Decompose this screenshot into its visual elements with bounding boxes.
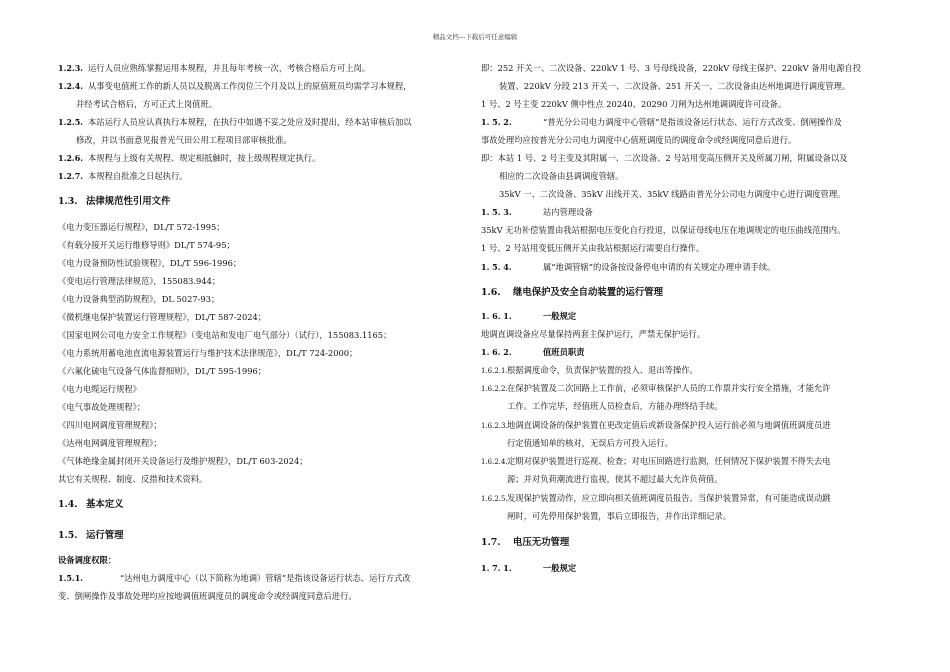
section-title: 运行管理: [86, 530, 124, 541]
clause-text: “普光分公司电力调度中心管辖”是指该设备运行状态、运行方式改变、倒闸操作及: [543, 117, 842, 127]
clause-text: 行定值通知单的核对，无误后方可投入运行。: [507, 438, 673, 448]
clause-text: 本站运行人员应认真执行本规程，在执行中如遇不妥之处应及时提出，经本站审核后加以: [88, 117, 412, 127]
clause-text: 发现保护装置动作，应立即向相关值班调度员报告。当保护装置异常，有可能造成误动跳: [507, 493, 831, 503]
paragraph: 1 号、2 号主变 220kV 侧中性点 20240、20290 刀闸为达州地调调度许可设备。: [481, 99, 787, 109]
section-heading-1-6: [481, 287, 663, 298]
paragraph: 相应的二次设备由县调调度管辖。: [499, 171, 624, 181]
clause-title: 站内管理设备: [543, 207, 593, 217]
clause-number: 1.6.2.3.: [481, 422, 508, 430]
clause-1-6-1: [481, 311, 576, 322]
clause-text: 修改，并以书面意见报普光气田公用工程项目部审核批准。: [76, 135, 292, 145]
clause-title: 值班员职责: [543, 347, 585, 357]
section-number: 1.7.: [481, 537, 501, 548]
clause-number: 1.6.2.5.: [481, 495, 508, 503]
clause-1-6-2-5-cont: [481, 511, 731, 522]
clause-1-5-2: [481, 117, 842, 128]
reference-item: 《电力系统用蓄电池直流电源装置运行与维护技术法律规范》，DL/T 724-2000；: [58, 348, 358, 358]
section-title: 继电保护及安全自动装置的运行管理: [513, 287, 664, 298]
reference-item: 《四川电网调度管理规程》；: [58, 420, 162, 430]
clause-1-6-2-5: [481, 493, 831, 505]
reference-item: 《六氟化硫电气设备气体监督细则》，DL/T 595-1996；: [58, 366, 267, 376]
clause-text: 在保护装置及二次回路上工作前，必须审核保护人员的工作票并实行安全措施，才能允许: [507, 383, 831, 393]
clause-1-7-1: [481, 563, 576, 574]
clause-number: 1.6.2.1.: [481, 367, 508, 375]
clause-text: 从事变电值班工作的新人员以及脱离工作岗位三个月及以上的原值班员均需学习本规程，: [88, 81, 412, 91]
clause-text: “达州电力调度中心（以下简称为地调）管辖”是指该设备运行状态、运行方式改: [120, 573, 411, 583]
reference-item: 其它有关规程、制度、反措和技术资料。: [58, 474, 208, 484]
clause-1-5-1-cont: [58, 591, 357, 602]
reference-item: 《电气事故处理规程》；: [58, 402, 146, 412]
clause-number: 1. 7. 1.: [481, 563, 512, 573]
reference-item: 《电力设备预防性试验规程》，DL/T 596-1996；: [58, 258, 242, 268]
clause-text: 事故处理均应按普光分公司电力调度中心值班调度员的调度命令或经调度同意后进行。: [481, 135, 797, 145]
clause-number: 1.5.1.: [58, 573, 84, 583]
clause-text: 闸时，可先停用保护装置，事后立即报告，并作出详细记录。: [507, 511, 732, 521]
section-number: 1.5.: [58, 530, 78, 541]
clause-1-6-2-2-cont: [481, 401, 723, 412]
clause-title: 一般规定: [543, 563, 577, 573]
clause-text: 运行人员应熟练掌握运用本规程，并且每年考核一次，考核合格后方可上岗。: [88, 63, 371, 73]
reference-item: 《电力电缆运行规程》: [58, 384, 141, 394]
reference-item: 《变电运行管理法律规范》，155083.944；: [58, 276, 221, 286]
clause-1-5-1: [58, 573, 411, 584]
clause-1-5-4: [481, 262, 776, 273]
reference-item: 《微机继电保护装置运行管理规程》，DL/T 587-2024；: [58, 312, 267, 322]
clause-text: 本规程与上级有关规程、规定相抵触时，按上级规程规定执行。: [88, 153, 321, 163]
clause-title: 一般规定: [543, 311, 577, 321]
clause-text: 并经考试合格后，方可正式上岗值班。: [76, 99, 218, 109]
clause-number: 1. 6. 2.: [481, 347, 512, 357]
section-number: 1.3.: [58, 196, 78, 207]
clause-1-6-2-4-cont: [481, 474, 723, 485]
clause-number: 1.2.5.: [58, 117, 84, 127]
clause-text: 变、倒闸操作及事故处理均应按地调值班调度员的调度命令或经调度同意后进行。: [58, 591, 357, 601]
section-heading-1-7: [481, 537, 569, 548]
section-title: 基本定义: [86, 499, 124, 510]
clause-1-6-2: [481, 347, 585, 358]
clause-text: 定期对保护装置进行巡视、检查；对电压回路进行监测，任何情况下保护装置不得失去电: [507, 456, 831, 466]
clause-1-6-2-3: [481, 420, 831, 432]
clause-text: 属“地调管辖”的设备按设备停电申请的有关规定办理申请手续。: [543, 262, 776, 272]
reference-item: 《有载分接开关运行维修导则》DL/T 574-95；: [58, 240, 235, 250]
clause-number: 1.2.4.: [58, 81, 84, 91]
reference-item: 《达州电网调度管理规程》；: [58, 438, 162, 448]
clause-1-6-2-1: [481, 365, 698, 377]
clause-number: 1.2.6.: [58, 153, 84, 163]
clause-number: 1.2.3.: [58, 63, 84, 73]
paragraph: 即：252 开关一、二次设备、220kV 1 号、3 号母线设备，220kV 母线主保护、220kV 备用电源自投: [481, 63, 861, 73]
clause-1-6-2-2: [481, 383, 831, 395]
clause-number: 1. 5. 2.: [481, 117, 512, 127]
clause-text: 工作。工作完毕，经值班人员检查后，方能办理终结手续。: [507, 401, 723, 411]
reference-item: 《国家电网公司电力安全工作规程》（变电站和发电厂电气部分）（试行），155083.1165；: [58, 330, 392, 340]
clause-1-6-2-4: [481, 456, 831, 468]
paragraph: 35kV 一、二次设备、35kV 出线开关、35kV 线路由普光分公司电力调度中心进行调度管理。: [499, 189, 846, 199]
paragraph: 35kV 无功补偿装置由我站根据电压变化自行投退，以保证母线电压在地调规定的电压曲线范围内。: [481, 225, 846, 235]
clause-1-2-3: [58, 63, 370, 74]
clause-text: 本规程自批准之日起执行。: [88, 171, 188, 181]
clause-number: 1. 5. 4.: [481, 262, 512, 272]
clause-1-2-7: [58, 171, 188, 182]
paragraph: 地调直调设备应尽量保持两套主保护运行，严禁无保护运行。: [481, 329, 706, 339]
dispatch-authority-label: 设备调度权限：: [58, 555, 117, 565]
section-number: 1.4.: [58, 499, 78, 510]
section-heading-1-5: [58, 530, 124, 541]
section-title: 法律规范性引用文件: [86, 196, 171, 207]
clause-text: 根据调度命令，负责保护装置的投入、退出等操作。: [507, 365, 698, 375]
reference-item: 《电力设备典型消防规程》，DL 5027-93；: [58, 294, 220, 304]
reference-item: 《电力变压器运行规程》，DL/T 572-1995；: [58, 222, 225, 232]
section-title: 电压无功管理: [513, 537, 570, 548]
paragraph: 1 号、2 号站用变低压侧开关由我站根据运行需要自行操作。: [481, 243, 705, 253]
clause-1-6-2-3-cont: [481, 438, 673, 449]
section-heading-1-4: [58, 499, 124, 510]
clause-number: 1.6.2.4.: [481, 458, 508, 466]
section-heading-1-3: [58, 196, 170, 207]
clause-1-5-2-cont: [481, 135, 796, 146]
clause-1-2-6: [58, 153, 320, 164]
clause-text: 源；并对负荷潮流进行监视，使其不超过最大允许负荷值。: [507, 474, 723, 484]
clause-1-5-3: [481, 207, 593, 218]
section-number: 1.6.: [481, 287, 501, 298]
clause-number: 1.2.7.: [58, 171, 84, 181]
clause-1-2-4: [58, 81, 412, 92]
clause-1-2-5-cont: [58, 135, 292, 146]
clause-number: 1. 5. 3.: [481, 207, 512, 217]
clause-1-2-4-cont: [58, 99, 217, 110]
clause-text: 地调直调设备的保护装置在更改定值后或新设备保护投入运行前必须与地调值班调度员进: [507, 420, 831, 430]
reference-item: 《气体绝缘金属封闭开关设备运行及维护规程》，DL/T 603-2024；: [58, 456, 308, 466]
paragraph: 装置、220kV 分段 213 开关一、二次设备、251 开关一、二次设备由达州地调进行调度管理。: [499, 81, 851, 91]
clause-number: 1.6.2.2.: [481, 385, 508, 393]
clause-number: 1. 6. 1.: [481, 311, 512, 321]
page-header-note: 精品文档---下载后可任意编辑: [432, 33, 518, 41]
paragraph: 即：本站 1 号、2 号主变及其附属一、二次设备、2 号站用变高压侧开关及所属刀闸，附属设备以及: [481, 153, 848, 163]
clause-1-2-5: [58, 117, 412, 128]
